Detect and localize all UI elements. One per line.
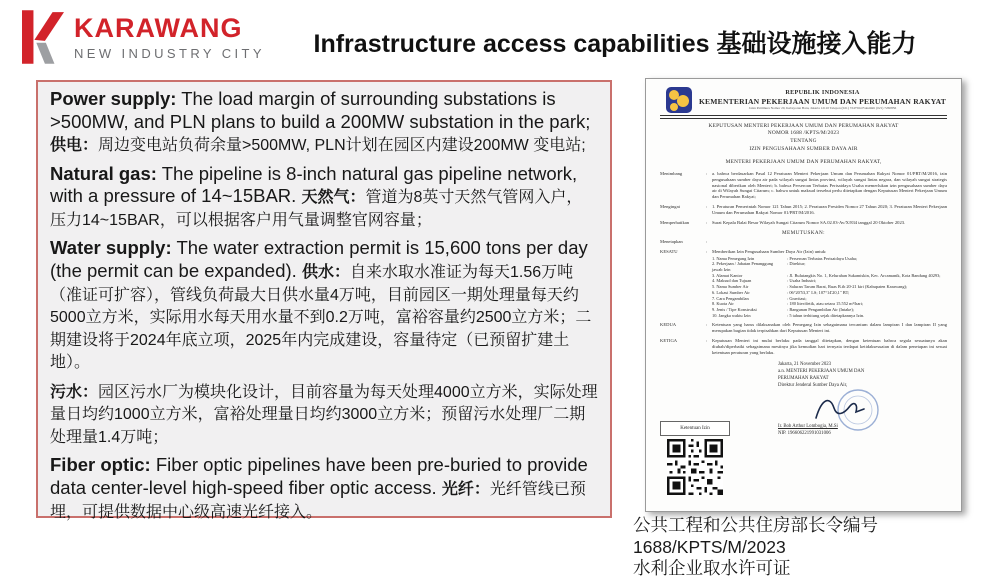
kesatu-intro: Memberikan Izin Pengusahaan Sumber Daya Air (Izin) untuk:	[712, 248, 827, 254]
paragraph-natural-gas	[50, 163, 598, 231]
document-caption	[633, 515, 1000, 580]
item-value: : 06°20'53,3" LS; 107°14'20,1" BT;	[787, 289, 850, 295]
clause-text: Keputusan Menteri ini mulai berlaku pada tanggal ditetapkan, dengan ketentuan bahwa segala sesuatunya akan diubah/diperbaiki sebagaimana mestinya jika kemudian hari ternyata terdapat ketidaksesuaian di dalam penetapan ini sesuai ketentuan peraturan yang berlaku.	[712, 338, 947, 355]
item-name: 7. Cara Pengambilan	[712, 295, 749, 301]
clause-colon: :	[706, 238, 708, 244]
clause-colon: :	[706, 338, 708, 344]
fiber-optic-zh-lead: 光纤：	[441, 481, 490, 498]
water-supply-en: The water extraction permit is 15,600 tons per day (the permit can be expanded).	[50, 237, 588, 281]
item-name: 9. Jenis / Tipe Konstruksi	[712, 307, 757, 313]
sign-city-date: Jakarta, 21 November 2023	[778, 361, 832, 367]
sewage-zh: 园区污水厂为模块化设计，目前容量为每天处理4000立方米，实际处理量日均约1000立方米，富裕处理量日均约3000立方米；预留污水处理厂二期处理量1.4万吨；	[50, 383, 598, 446]
item-name: 2. Pekerjaan / Jabatan Penanggung jawab Izin	[712, 261, 774, 272]
sign-an-line: Direktur Jenderal Sumber Daya Air,	[778, 382, 848, 388]
clause-label: Menetapkan	[660, 238, 683, 244]
water-supply-lead: Water supply:	[50, 237, 172, 259]
water-permit-document	[645, 78, 962, 512]
water-supply-zh: 自来水取水准证为每天1.56万吨（准证可扩容），管线负荷最大日供水量4万吨，目前园区一期处理量每天约5000立方米，实际用水每天用水量不到0.2万吨，富裕容量约2500立方米；二期建设将于2024年底立项，2025年内完成建设，容量待定（已预留扩建土地）。	[50, 263, 592, 372]
qr-block	[660, 421, 730, 495]
doc-country: REPUBLIK INDONESIA	[785, 89, 860, 97]
karawang-k-icon	[22, 9, 64, 65]
fiber-optic-zh: 光纤管线已预埋，可提供数据中心级高速光纤接入。	[50, 481, 586, 521]
sign-an-line: a.n. MENTERI PEKERJAAN UMUM DAN	[778, 368, 865, 374]
fiber-optic-lead: Fiber optic:	[50, 454, 151, 476]
page-title: Infrastructure access capabilities 基础设施接入能力	[313, 30, 917, 58]
clause-colon: :	[706, 322, 708, 328]
clause-memperhatikan	[660, 220, 947, 226]
clause-label: Menimbang	[660, 170, 683, 176]
brand-subtitle: NEW INDUSTRY CITY	[74, 45, 265, 61]
decree-title-line: KEPUTUSAN MENTERI PEKERJAAN UMUM DAN PERUMAHAN RAKYAT	[708, 122, 899, 129]
doc-header	[666, 87, 947, 113]
decree-title-line: NOMOR 1688 /KPTS/M/2023	[767, 130, 840, 137]
water-supply-zh-lead: 供水：	[301, 263, 350, 281]
clause-ketiga	[660, 338, 947, 356]
power-supply-zh-lead: 供电：	[50, 137, 99, 155]
doc-address: Jalan Pattimura Nomor 20, Kebayoran Baru, Jakarta 12110 Telepon (021) 7247564 Faksimili (021) 7260856	[748, 106, 897, 111]
qr-code-icon	[667, 439, 723, 495]
clause-text: 1. Peraturan Pemerintah Nomor 121 Tahun 2015; 2. Peraturan Presiden Nomor 27 Tahun 2020; 3. Peraturan Menteri Pekerjaan Umum dan Perumahan Rakyat Nomor 01/PRT/M/2016.	[712, 204, 947, 216]
paragraph-fiber-optic	[50, 454, 598, 522]
decree-title-line: IZIN PENGUSAHAAN SUMBER DAYA AIR	[749, 145, 858, 152]
decree-title-line: TENTANG	[790, 138, 817, 145]
item-name: 8. Kuota Air	[712, 301, 734, 307]
signer-name: Ir. Bob Arthur Lombogia, M.Si	[778, 423, 838, 429]
paragraph-sewage	[50, 380, 598, 448]
clause-menetapkan	[660, 239, 947, 245]
item-value: : Saluran Tarum Barat, Ruas B.tb 20-21 kiri (Kabupaten Karawang);	[787, 284, 908, 290]
clause-text: Surat Kepala Balai Besar Wilayah Sungai Citarum Nomor SA.02.03-Av/X/834 tanggal 20 Oktober 2023.	[712, 219, 906, 225]
item-name: 5. Nama Sumber Air	[712, 284, 749, 290]
brand-name: KARAWANG	[74, 12, 243, 43]
doc-ministry: KEMENTERIAN PEKERJAAN UMUM DAN PERUMAHAN RAKYAT	[698, 97, 947, 106]
kesatu-item	[712, 313, 947, 319]
clause-label: Mengingat	[660, 204, 680, 210]
clause-colon: :	[706, 170, 708, 176]
item-value: : Gravitasi;	[787, 295, 807, 301]
fiber-optic-en: Fiber optic pipelines have been pre-buried to provide data center-level high-speed fiber optic access.	[50, 454, 588, 498]
clause-text: Ketentuan yang harus dilaksanakan oleh Pemegang Izin sebagaimana tercantum dalam lampiran I dan lampiran II yang merupakan bagian tidak terpisahkan dari Keputusan Menteri ini.	[712, 322, 947, 334]
item-name: 3. Alamat Kantor	[712, 272, 743, 278]
clause-colon: :	[706, 248, 708, 254]
pupr-ministry-logo-icon	[666, 87, 692, 113]
power-supply-zh: 周边变电站负荷余量>500MW, PLN计划在园区内建设200MW 变电站;	[98, 137, 586, 155]
power-supply-lead: Power supply:	[50, 88, 177, 109]
item-value: : Bangunan Pengambilan Air (Intake);	[787, 307, 855, 313]
item-value: : Direktur;	[787, 261, 806, 267]
paragraph-power-supply	[50, 88, 598, 156]
clause-label: KEDUA	[660, 322, 677, 328]
qr-label: Ketentuan Izin	[660, 421, 730, 436]
caption-line-2: 水利企业取水许可证	[633, 558, 791, 579]
clause-label: KETIGA	[660, 338, 678, 344]
clause-colon: :	[706, 219, 708, 225]
brand-text	[74, 12, 265, 61]
item-value: : 180 liter/detik, atau setara 15.552 m³/hari;	[787, 301, 864, 307]
natural-gas-en: The pipeline is 8-inch natural gas pipeline network, with a pressure of 14~15BAR.	[50, 162, 578, 207]
signature-block	[778, 362, 947, 438]
item-name: 10. Jangka waktu Izin	[712, 312, 751, 318]
infrastructure-infobox	[36, 80, 612, 521]
item-value: : 5 tahun terhitung sejak ditetapkannya Izin.	[787, 312, 865, 318]
item-name: 6. Lokasi Sumber Air	[712, 289, 750, 295]
signer-nip: NIP. 196606221991031006	[778, 430, 831, 436]
clause-label: Memperhatikan	[660, 219, 690, 225]
sign-an-line: PERUMAHAN RAKYAT	[778, 375, 829, 381]
clause-kedua	[660, 322, 947, 334]
natural-gas-lead: Natural gas:	[50, 162, 157, 184]
sewage-lead: 污水：	[50, 383, 99, 401]
memutuskan-heading: MEMUTUSKAN:	[781, 229, 826, 236]
letterhead-divider	[660, 115, 947, 119]
doc-letterhead	[698, 89, 947, 110]
caption-line-1: 公共工程和公共住房部长令编号1688/KPTS/M/2023	[633, 515, 878, 557]
item-value: : Jl. Bulutangkis No. 1, Kelurahan Sukamiskin, Kec. Arcamanik, Kota Bandung 40293;	[787, 272, 941, 278]
kesatu-item	[712, 261, 947, 272]
doc-decree-title	[660, 123, 947, 154]
clause-colon: :	[706, 204, 708, 210]
paragraph-water-supply	[50, 237, 598, 372]
item-value: : Usaha Industri;	[787, 278, 817, 284]
clause-mengingat	[660, 204, 947, 216]
item-name: 1. Nama Pemegang Izin	[712, 255, 755, 261]
item-name: 4. Maksud dan Tujuan	[712, 278, 752, 284]
clause-label: KESATU	[660, 248, 678, 254]
item-value: : Perseroan Terbatas Perisaidaya Usaha;	[787, 255, 858, 261]
clause-text: a. bahwa berdasarkan Pasal 12 Peraturan Menteri Pekerjaan Umum dan Perumahan Rakyat Nomor 01/PRT/M/2016, izin pengusahaan sumber daya air pada wilayah sungai lintas provinsi, wilayah sungai lintas negara, dan wilayah sungai strategis nasional diberikan oleh Menteri; b. bahwa Perseroan Terbatas Perisaidaya Usaha memerlukan izin pengusahaan sumber daya air di Wilayah Sungai Citarum; c. bahwa untuk maksud tersebut perlu ditetapkan dengan Keputusan Menteri Pekerjaan Umum dan Perumahan Rakyat;	[712, 170, 947, 200]
natural-gas-zh: 管道为8英寸天然气管网入户，压力14~15BAR，可以根据客户用气量调整官网容量；	[50, 189, 583, 229]
natural-gas-zh-lead: 天然气：	[301, 189, 366, 207]
clause-kesatu	[660, 249, 947, 319]
blue-stamp-and-signature-icon	[806, 388, 894, 432]
doc-subject: MENTERI PEKERJAAN UMUM DAN PERUMAHAN RAKYAT,	[725, 158, 882, 165]
brand-logo	[22, 9, 265, 65]
power-supply-en: The load margin of surrounding substations is >500MW, and PLN plans to build a 200MW substation in the park;	[50, 88, 591, 132]
clause-menimbang	[660, 171, 947, 200]
